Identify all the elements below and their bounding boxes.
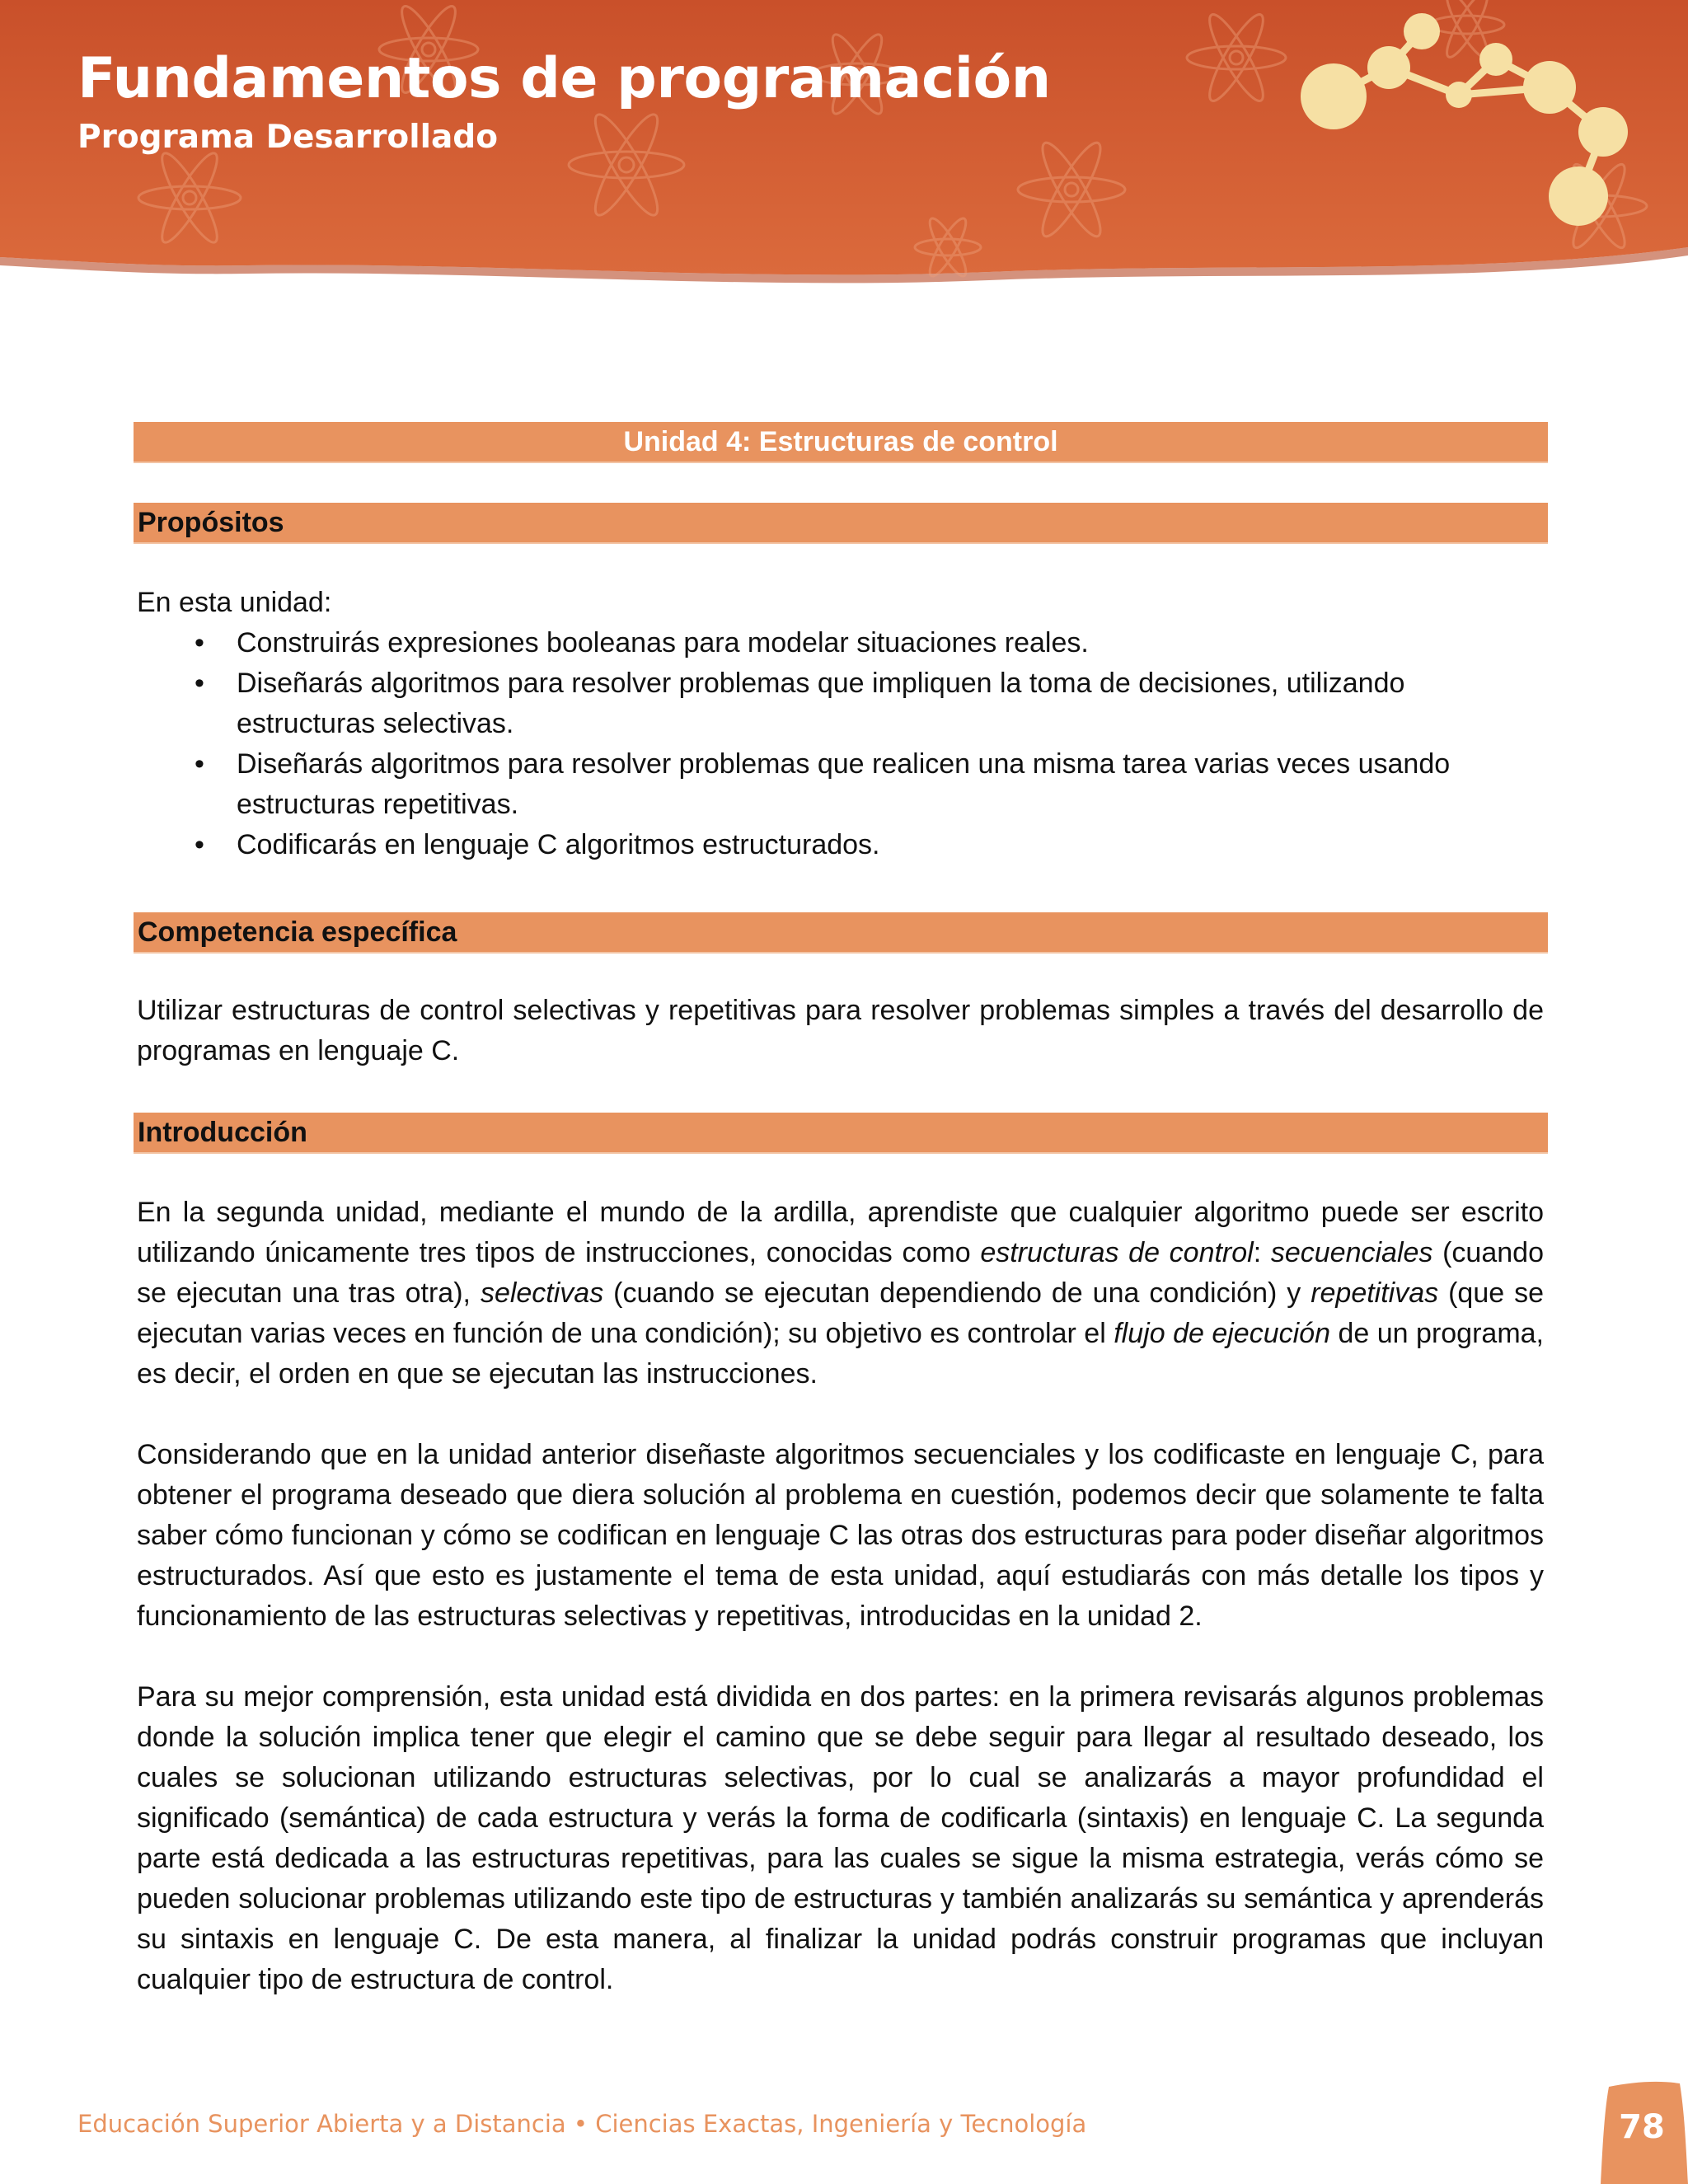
purposes-heading: Propósitos — [134, 503, 1548, 542]
header-banner — [0, 0, 1688, 297]
introduction-section — [137, 1193, 1544, 2000]
bullet-icon: • — [195, 627, 204, 658]
page-number: 78 — [1619, 2108, 1665, 2146]
footer-text: Educación Superior Abierta y a Distancia • Ciencias Exactas, Ingeniería y Tecnología — [77, 2110, 1087, 2138]
list-item: • Diseñarás algoritmos para resolver problemas que realicen una misma tarea varias veces usando estructuras repetitivas. — [137, 744, 1544, 825]
competence-text: Utilizar estructuras de control selectivas y repetitivas para resolver problemas simples a través del desarrollo de programas en lenguaje C. — [137, 995, 1544, 1066]
document-title: Fundamentos de programación — [77, 46, 1051, 111]
intro-paragraph-3: Para su mejor comprensión, esta unidad está dividida en dos partes: en la primera revisarás algunos problemas donde la solución implica tener que elegir el camino que se debe seguir para llegar al resultado deseado, los cuales se solucionan utilizando estructuras selectivas, por lo cual se analizarás a mayor profundidad el significado (semántica) de cada estructura y verás la forma de codificarla (sintaxis) en lenguaje C. La segunda parte está dedicada a las estructuras repetitivas, para las cuales se sigue la misma estrategia, verás cómo se pueden solucionar problemas utilizando este tipo de estructuras y también analizarás su semántica y aprenderás su sintaxis en lenguaje C. De esta manera, al finalizar la unidad podrás construir programas que incluyan cualquier tipo de estructura de control. — [137, 1681, 1544, 1995]
document-subtitle: Programa Desarrollado — [77, 119, 498, 156]
competence-heading: Competencia específica — [134, 912, 1548, 952]
list-item: • Construirás expresiones booleanas para modelar situaciones reales. — [137, 623, 1544, 663]
bullet-icon: • — [195, 748, 204, 780]
purposes-list — [137, 623, 1544, 865]
purposes-section — [137, 583, 1544, 865]
competence-section — [137, 991, 1544, 1071]
bullet-icon: • — [195, 668, 204, 699]
list-item: • Codificarás en lenguaje C algoritmos estructurados. — [137, 825, 1544, 865]
intro-paragraph-2: Considerando que en la unidad anterior diseñaste algoritmos secuenciales y los codificaste en lenguaje C, para obtener el programa deseado que diera solución al problema en cuestión, podemos decir que solamente te falta saber cómo funcionan y cómo se codifican en lenguaje C las otras dos estructuras para poder diseñar algoritmos estructurados. Así que esto es justamente el tema de esta unidad, aquí estudiarás con más detalle los tipos y funcionamiento de las estructuras selectivas y repetitivas, introducidas en la unidad 2. — [137, 1439, 1544, 1632]
unit-title-bar: Unidad 4: Estructuras de control — [134, 422, 1548, 462]
purposes-intro: En esta unidad: — [137, 587, 332, 618]
list-item: • Diseñarás algoritmos para resolver problemas que impliquen la toma de decisiones, utilizando estructuras selectivas. — [137, 663, 1544, 744]
introduction-heading: Introducción — [134, 1113, 1548, 1152]
intro-paragraph-1: En la segunda unidad, mediante el mundo de la ardilla, aprendiste que cualquier algoritmo puede ser escrito utilizando únicamente tres tipos de instrucciones, conocidas como estructuras de control: secuenciales (cuando se ejecutan una tras otra), selectivas (cuando se ejecutan dependiendo de una condición) y repetitivas (que se ejecutan varias veces en función de una condición); su objetivo es controlar el flujo de ejecución de un programa, es decir, el orden en que se ejecutan las instrucciones. — [137, 1197, 1544, 1390]
page-number-tab — [1601, 2080, 1688, 2184]
bullet-icon: • — [195, 829, 204, 860]
